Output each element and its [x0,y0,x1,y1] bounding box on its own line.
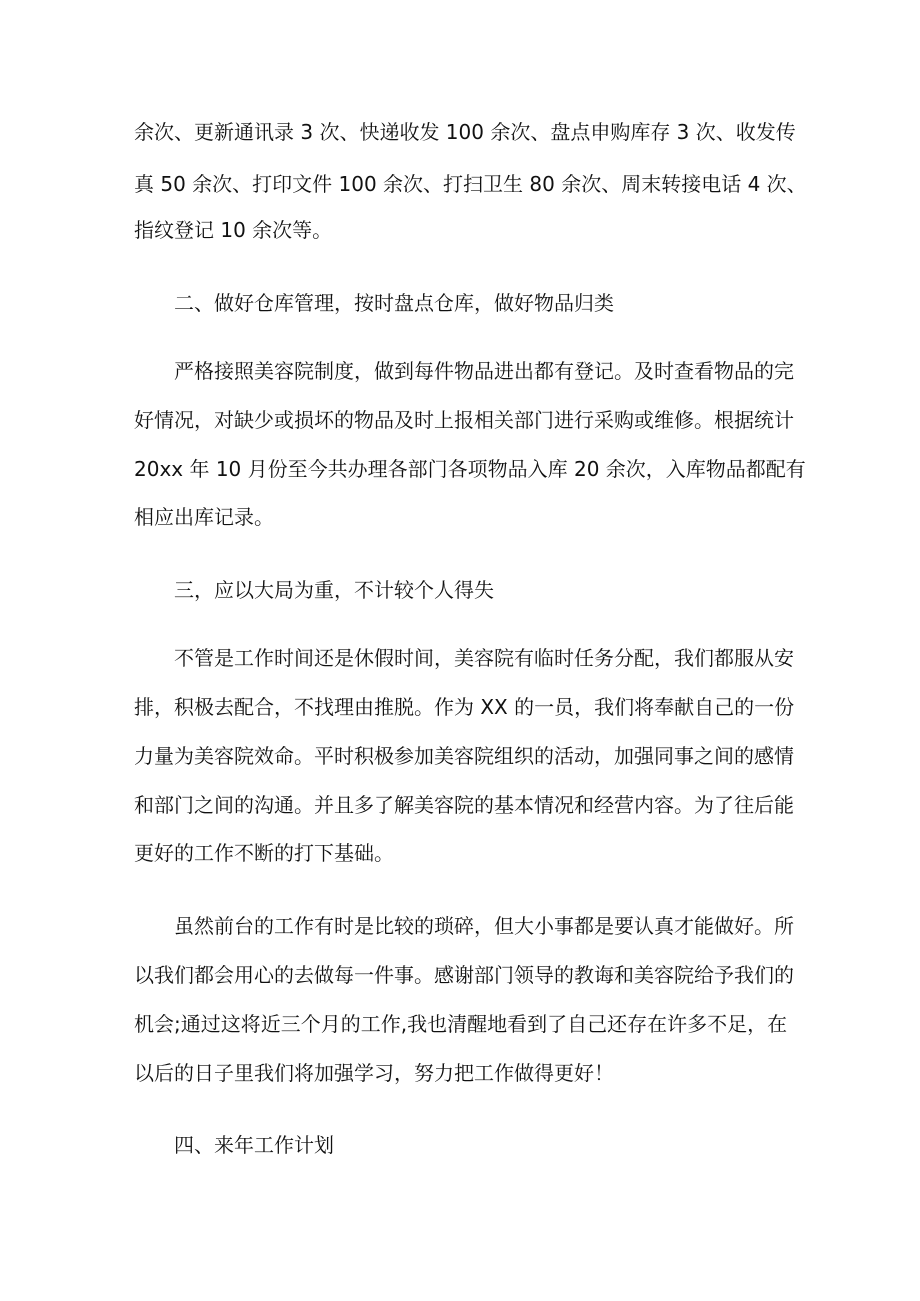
paragraph-4-line-4: 以后的日子里我们将加强学习，努力把工作做得更好！ [134,1061,614,1085]
paragraph-2-line-1: 严格接照美容院制度，做到每件物品进出都有登记。及时查看物品的完 [174,359,794,383]
paragraph-1-line-3: 指纹登记 10 余次等。 [134,218,333,242]
paragraph-1-line-2: 真 50 余次、打印文件 100 余次、打扫卫生 80 余次、周末转接电话 4 次、 [134,172,807,196]
paragraph-3-line-4: 和部门之间的沟通。并且多了解美容院的基本情况和经营内容。为了往后能 [134,793,794,817]
paragraph-3-line-1: 不管是工作时间还是休假时间，美容院有临时任务分配，我们都服从安 [174,646,794,670]
paragraph-3-line-3: 力量为美容院效命。平时积极参加美容院组织的活动，加强同事之间的感情 [134,744,794,768]
paragraph-3-line-5: 更好的工作不断的打下基础。 [134,841,394,865]
paragraph-4-line-2: 以我们都会用心的去做每一件事。感谢部门领导的教诲和美容院给予我们的 [134,963,794,987]
paragraph-2-line-2: 好情况，对缺少或损坏的物品及时上报相关部门进行采购或维修。根据统计 [134,408,794,432]
section-heading-2: 二、做好仓库管理，按时盘点仓库，做好物品归类 [174,291,614,315]
paragraph-4-line-1: 虽然前台的工作有时是比较的琐碎，但大小事都是要认真才能做好。所 [174,914,794,938]
paragraph-2-line-3: 20xx 年 10 月份至今共办理各部门各项物品入库 20 余次，入库物品都配有 [134,457,806,481]
paragraph-1-line-1: 余次、更新通讯录 3 次、快递收发 100 余次、盘点申购库存 3 次、收发传 [134,120,796,144]
section-heading-4: 四、来年工作计划 [174,1133,334,1157]
paragraph-3-line-2: 排，积极去配合，不找理由推脱。作为 XX 的一员，我们将奉献自己的一份 [134,695,795,719]
paragraph-4-line-3: 机会;通过这将近三个月的工作,我也清醒地看到了自己还存在许多不足，在 [134,1012,788,1036]
section-heading-3: 三，应以大局为重，不计较个人得失 [174,578,494,602]
paragraph-2-line-4: 相应出库记录。 [134,505,274,529]
